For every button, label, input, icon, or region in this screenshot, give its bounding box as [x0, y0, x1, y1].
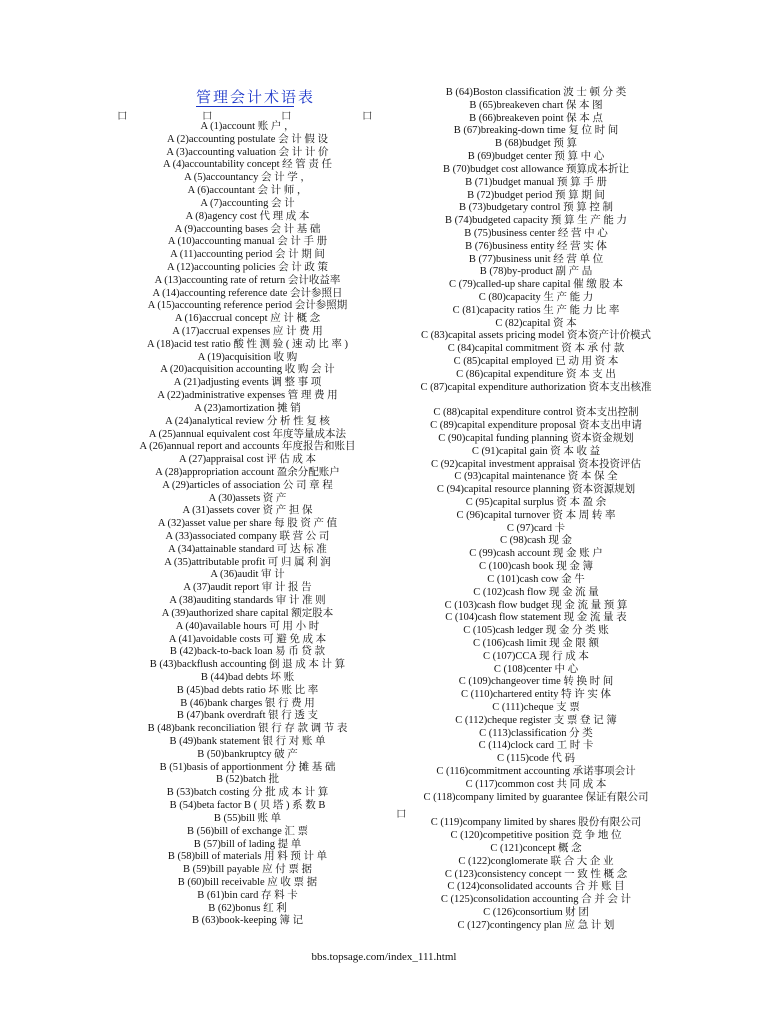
glossary-left-column: [120, 121, 375, 928]
glossary-entry: [420, 241, 652, 254]
glossary-entry-text: B (77)business unit 经 营 单 位: [468, 253, 604, 265]
glossary-entry: [420, 587, 652, 600]
glossary-entry-text: A (36)audit 审 计: [210, 569, 285, 581]
glossary-entry: [420, 894, 652, 907]
glossary-entry: [420, 715, 652, 728]
glossary-entry-text: A (31)assets cover 资 产 担 保: [182, 505, 313, 517]
glossary-entry-text: B (76)business entity 经 营 实 体: [465, 240, 607, 252]
glossary-entry: [420, 279, 652, 292]
glossary-entry-text: C (124)consolidated accounts 合 并 账 目: [447, 881, 625, 893]
glossary-entry-text: B (52)batch 批: [216, 774, 279, 786]
glossary-entry-text: B (55)bill 账 单: [213, 812, 282, 824]
glossary-entry-text: B (78)by-product 副 产 品: [479, 266, 593, 278]
glossary-entry-text: C (113)classification 分 类: [479, 727, 593, 739]
glossary-entry: [120, 416, 375, 429]
glossary-entry: [120, 518, 375, 531]
glossary-entry-text: A (8)agency cost 代 理 成 本: [185, 210, 310, 222]
glossary-entry: [120, 288, 375, 301]
glossary-entry: [120, 569, 375, 582]
glossary-entry: [120, 300, 375, 313]
glossary-entry-text: A (11)accounting period 会 计 期 间: [170, 249, 325, 261]
glossary-entry-text: C (82)capital 资 本: [495, 317, 577, 329]
glossary-entry-text: C (120)competitive position 竞 争 地 位: [450, 830, 622, 842]
glossary-entry-text: A (2)accounting postulate 会 计 假 设: [167, 133, 328, 145]
glossary-entry: [420, 535, 652, 548]
footer-url[interactable]: bbs.topsage.com/index_111.html: [311, 951, 457, 963]
glossary-entry: [420, 459, 652, 472]
glossary-entry-text: B (67)breaking-down time 复 位 时 间: [453, 125, 619, 137]
glossary-entry: [420, 305, 652, 318]
glossary-entry: [420, 702, 652, 715]
glossary-entry: [120, 634, 375, 647]
glossary-entry: [420, 497, 652, 510]
glossary-entry-text: A (41)avoidable costs 可 避 免 成 本: [168, 633, 327, 645]
glossary-entry: [120, 339, 375, 352]
glossary-entry-text: B (56)bill of exchange 汇 票: [186, 825, 308, 837]
glossary-entry-text: C (115)code 代 码: [496, 753, 576, 765]
glossary-entry-text: B (48)bank reconciliation 银 行 存 款 调 节 表: [147, 723, 348, 735]
glossary-entry-text: A (25)annual equivalent cost 年度等量成本法: [148, 428, 347, 440]
glossary-entry: [420, 138, 652, 151]
glossary-entry-text: B (63)book-keeping 簿 记: [191, 915, 304, 927]
glossary-entry: [120, 262, 375, 275]
glossary-entry: [420, 484, 652, 497]
glossary-entry: [420, 779, 652, 792]
glossary-entry-text: B (53)batch costing 分 批 成 本 计 算: [166, 787, 329, 799]
glossary-entry: [420, 740, 652, 753]
glossary-entry: [120, 185, 375, 198]
glossary-entry: [120, 224, 375, 237]
glossary-entry: [420, 100, 652, 113]
glossary-entry-text: B (65)breakeven chart 保 本 图: [469, 99, 603, 111]
glossary-entry-text: A (17)accrual expenses 应 计 费 用: [172, 326, 323, 337]
glossary-entry-text: C (118)company limited by guarantee 保证有限公司: [423, 791, 649, 803]
glossary-entry: [420, 266, 652, 279]
glossary-entry: [420, 510, 652, 523]
glossary-entry: [420, 728, 652, 741]
glossary-entry: [420, 817, 652, 830]
glossary-entry: [120, 787, 375, 800]
glossary-entry-text: C (104)cash flow statement 现 金 流 量 表: [445, 612, 627, 624]
glossary-entry: [420, 330, 652, 343]
glossary-entry: [120, 915, 375, 928]
glossary-entry: [120, 275, 375, 288]
glossary-right-column: [420, 87, 652, 933]
glossary-entry-text: B (45)bad debts ratio 坏 账 比 率: [176, 684, 319, 696]
glossary-entry: [420, 177, 652, 190]
glossary-entry: [120, 762, 375, 775]
glossary-entry-text: A (30)assets 资 产: [208, 492, 287, 504]
glossary-entry-text: C (127)contingency plan 应 急 计 划: [457, 919, 615, 931]
glossary-entry-text: C (100)cash book 现 金 簿: [478, 561, 594, 573]
glossary-entry: [120, 774, 375, 787]
glossary-entry-text: B (46)bank charges 银 行 费 用: [180, 697, 315, 709]
glossary-entry: [120, 544, 375, 557]
glossary-entry-text: A (35)attributable profit 可 归 属 利 润: [164, 556, 331, 568]
glossary-entry: [420, 830, 652, 843]
glossary-entry-text: B (66)breakeven point 保 本 点: [469, 112, 603, 124]
glossary-entry-text: B (47)bank overdraft 银 行 透 支: [176, 710, 319, 722]
glossary-entry-text: C (101)cash cow 金 牛: [487, 573, 585, 585]
glossary-entry-text: C (111)cheque 支 票: [492, 702, 580, 713]
glossary-entry-text: A (12)accounting policies 会 计 政 策: [167, 261, 328, 273]
glossary-entry-text: C (116)commitment accounting 承诺事项会计: [436, 766, 636, 778]
glossary-entry: [420, 356, 652, 369]
glossary-entry-text: C (95)capital surplus 资 本 盈 余: [465, 497, 607, 508]
glossary-entry-text: B (64)Boston classification 波 士 顿 分 类: [445, 87, 627, 98]
stray-glyph: 口: [362, 111, 373, 122]
stray-glyph: 口: [281, 111, 292, 122]
glossary-entry-text: B (62)bonus 红 利: [208, 902, 287, 914]
glossary-entry: [120, 903, 375, 916]
glossary-entry: [120, 531, 375, 544]
glossary-entry: [120, 621, 375, 634]
glossary-entry-text: C (110)chartered entity 特 许 实 体: [460, 689, 612, 701]
glossary-entry-text: B (44)bad debts 坏 账: [200, 671, 295, 683]
glossary-entry: [420, 202, 652, 215]
glossary-entry: [420, 471, 652, 484]
glossary-entry: [420, 395, 652, 408]
glossary-entry-text: A (40)available hours 可 用 小 时: [175, 620, 320, 632]
glossary-entry: [120, 749, 375, 762]
glossary-entry-text: C (85)capital employed 已 动 用 资 本: [453, 356, 619, 368]
glossary-entry: [420, 612, 652, 625]
glossary-entry-text: C (86)capital expenditure 资 本 支 出: [456, 368, 616, 380]
glossary-entry-text: C (90)capital funding planning 资本资金规划: [438, 432, 634, 444]
glossary-entry-text: C (79)called-up share capital 催 缴 股 本: [448, 279, 624, 291]
glossary-entry-text: B (73)budgetary control 预 算 控 制: [459, 202, 613, 214]
glossary-entry-text: C (105)cash ledger 现 金 分 类 账: [463, 625, 609, 637]
glossary-entry: [120, 390, 375, 403]
glossary-entry-text: B (68)budget 预 算: [495, 138, 577, 150]
glossary-entry: [120, 839, 375, 852]
glossary-entry-text: A (3)accounting valuation 会 计 计 价: [166, 146, 329, 158]
glossary-entry-text: B (61)bin card 存 料 卡: [197, 889, 298, 901]
glossary-entry: [420, 87, 652, 100]
glossary-entry-text: A (20)acquisition accounting 收 购 会 计: [160, 364, 335, 376]
glossary-entry: [120, 557, 375, 570]
glossary-entry: [120, 723, 375, 736]
glossary-entry-text: B (74)budgeted capacity 预 算 生 产 能 力: [445, 215, 627, 227]
glossary-entry: [420, 907, 652, 920]
glossary-entry: [420, 254, 652, 267]
glossary-entry-text: C (94)capital resource planning 资本资源规划: [436, 484, 636, 496]
glossary-entry: [120, 698, 375, 711]
glossary-entry-text: A (15)accounting reference period 会计参照期: [147, 300, 348, 312]
glossary-entry: [420, 446, 652, 459]
glossary-entry: [420, 318, 652, 331]
glossary-entry: [120, 659, 375, 672]
glossary-entry: [120, 685, 375, 698]
glossary-entry: [420, 766, 652, 779]
glossary-entry: [420, 805, 652, 818]
glossary-entry: [420, 407, 652, 420]
glossary-entry-text: A (16)accrual concept 应 计 概 念: [174, 313, 321, 325]
glossary-entry-text: B (75)business center 经 营 中 心: [464, 227, 608, 239]
glossary-entry: [420, 869, 652, 882]
glossary-entry: [420, 792, 652, 805]
glossary-entry-text: C (119)company limited by shares 股份有限公司: [430, 817, 642, 829]
glossary-entry-text: C (87)capital expenditure authorization 资本支出核准: [420, 381, 652, 393]
glossary-entry: [420, 689, 652, 702]
glossary-entry-text: A (26)annual report and accounts 年度报告和账目: [139, 441, 356, 453]
glossary-entry-text: A (13)accounting rate of return 会计收益率: [154, 274, 341, 286]
glossary-entry-text: A (34)attainable standard 可 达 标 准: [168, 543, 327, 555]
glossary-entry-text: C (84)capital commitment 资 本 承 付 款: [447, 343, 625, 355]
glossary-entry-text: A (29)articles of association 公 司 章 程: [162, 479, 333, 491]
glossary-entry-text: B (58)bill of materials 用 料 预 计 单: [167, 851, 328, 863]
glossary-entry: [420, 382, 652, 395]
glossary-entry-text: C (96)capital turnover 资 本 周 转 率: [456, 509, 616, 521]
glossary-entry: [120, 121, 375, 134]
glossary-entry: [120, 134, 375, 147]
glossary-entry-text: C (91)capital gain 资 本 收 益: [471, 445, 601, 457]
glossary-entry-text: B (71)budget manual 预 算 手 册: [465, 176, 607, 188]
glossary-entry-text: A (9)accounting bases 会 计 基 础: [174, 223, 321, 235]
glossary-entry-text: C (106)cash limit 现 金 限 额: [473, 637, 599, 649]
glossary-entry-text: B (54)beta factor B ( 贝 塔 ) 系 数 B: [169, 800, 326, 812]
glossary-entry: [120, 313, 375, 326]
glossary-entry-text: B (57)bill of lading 提 单: [193, 838, 302, 850]
glossary-entry-text: C (99)cash account 现 金 账 户: [469, 548, 603, 560]
glossary-entry-text: A (21)adjusting events 调 整 事 项: [173, 377, 322, 389]
glossary-entry: [120, 147, 375, 160]
glossary-entry: [420, 920, 652, 933]
glossary-entry: [420, 664, 652, 677]
glossary-entry: [120, 672, 375, 685]
glossary-entry: [420, 574, 652, 587]
glossary-entry-text: C (97)card 卡: [506, 522, 566, 534]
glossary-entry: [420, 600, 652, 613]
glossary-entry: [120, 249, 375, 262]
glossary-entry-text: A (5)accountancy 会 计 学 ，: [184, 172, 311, 184]
glossary-entry: [120, 429, 375, 442]
glossary-entry: [120, 377, 375, 390]
glossary-entry: [420, 125, 652, 138]
glossary-entry-text: B (49)bank statement 银 行 对 账 单: [169, 736, 326, 747]
glossary-entry: [120, 864, 375, 877]
glossary-entry-text: B (42)back-to-back loan 易 币 贷 款: [169, 646, 326, 658]
glossary-entry: [420, 369, 652, 382]
glossary-entry: [120, 493, 375, 506]
glossary-entry-text: C (125)consolidation accounting 合 并 会 计: [440, 894, 632, 906]
glossary-entry: [120, 441, 375, 454]
glossary-entry-text: A (19)acquisition 收 购: [197, 351, 298, 363]
glossary-entry: [120, 608, 375, 621]
glossary-entry: [120, 646, 375, 659]
glossary-entry: [420, 676, 652, 689]
glossary-entry: [120, 595, 375, 608]
glossary-entry: [120, 710, 375, 723]
glossary-entry-text: B (43)backflush accounting 倒 退 成 本 计 算: [149, 659, 346, 671]
glossary-entry: [120, 467, 375, 480]
glossary-entry: [420, 625, 652, 638]
glossary-entry: [120, 736, 375, 749]
glossary-entry-text: A (10)accounting manual 会 计 手 册: [167, 236, 328, 248]
glossary-entry-text: C (93)capital maintenance 资 本 保 全: [454, 471, 618, 483]
glossary-entry-text: A (37)audit report 审 计 报 告: [183, 582, 312, 594]
glossary-entry-text: B (50)bankruptcy 破 产: [197, 748, 298, 760]
glossary-entry: [420, 420, 652, 433]
glossary-entry-text: C (92)capital investment appraisal 资本投资评估: [431, 458, 641, 470]
glossary-entry-text: A (1)account 账 户 ，: [200, 121, 295, 132]
glossary-entry: [420, 292, 652, 305]
glossary-entry-text: C (103)cash flow budget 现 金 流 量 预 算: [444, 599, 628, 611]
glossary-entry: [420, 151, 652, 164]
glossary-entry-text: B (70)budget cost allowance 预算成本折让: [442, 163, 630, 175]
glossary-entry: [420, 190, 652, 203]
glossary-entry: [420, 561, 652, 574]
glossary-entry: [120, 236, 375, 249]
glossary-entry: [120, 403, 375, 416]
glossary-entry-text: B (51)basis of apportionment 分 摊 基 础: [159, 761, 336, 773]
glossary-entry-text: A (4)accountability concept 经 管 责 任: [162, 159, 333, 171]
glossary-entry-text: A (32)asset value per share 每 股 资 产 值: [157, 518, 338, 530]
glossary-entry: [120, 172, 375, 185]
glossary-entry: [120, 800, 375, 813]
glossary-entry: [120, 352, 375, 365]
glossary-entry: [120, 480, 375, 493]
glossary-entry-text: C (88)capital expenditure control 资本支出控制: [433, 407, 639, 419]
glossary-entry: [120, 813, 375, 826]
glossary-entry: [120, 198, 375, 211]
glossary-entry-text: C (114)clock card 工 时 卡: [478, 740, 594, 752]
glossary-entry: [420, 651, 652, 664]
glossary-entry-text: C (108)center 中 心: [493, 663, 579, 675]
glossary-entry-text: B (59)bill payable 应 付 票 据: [183, 864, 312, 876]
glossary-entry-text: A (22)administrative expenses 管 理 费 用: [157, 390, 338, 402]
glossary-entry-text: C (109)changeover time 转 换 时 间: [458, 676, 614, 688]
glossary-entry: [120, 211, 375, 224]
glossary-entry-text: C (98)cash 现 金: [499, 535, 573, 547]
glossary-entry-text: C (102)cash flow 现 金 流 量: [473, 586, 599, 598]
glossary-entry-text: C (81)capacity ratios 生 产 能 力 比 率: [452, 304, 620, 316]
glossary-entry: [420, 843, 652, 856]
glossary-entry-text: A (38)auditing standards 审 计 准 则: [169, 595, 326, 607]
glossary-entry: [420, 343, 652, 356]
stray-glyph: 口: [202, 111, 213, 122]
glossary-entry: [420, 164, 652, 177]
glossary-entry-text: A (27)appraisal cost 评 估 成 本: [178, 454, 317, 466]
glossary-entry: [420, 856, 652, 869]
glossary-entry-text: C (117)common cost 共 同 成 本: [465, 778, 607, 790]
glossary-entry: [420, 433, 652, 446]
glossary-entry: [420, 215, 652, 228]
page-title[interactable]: 管理会计术语表: [196, 88, 316, 106]
glossary-entry: [420, 228, 652, 241]
glossary-entry-text: A (28)appropriation account 盈余分配账户: [155, 466, 340, 478]
glossary-entry: [120, 890, 375, 903]
glossary-entry-text: A (7)accounting 会 计: [200, 197, 295, 209]
glossary-entry: [120, 326, 375, 339]
glossary-entry-text: C (83)capital assets pricing model 资本资产计价模式: [420, 330, 652, 342]
glossary-entry-text: A (6)accountant 会 计 师 ，: [187, 185, 308, 197]
glossary-entry: [120, 826, 375, 839]
glossary-entry: [420, 523, 652, 536]
glossary-entry: [420, 881, 652, 894]
glossary-entry-text: A (14)accounting reference date 会计参照日: [152, 287, 343, 299]
glossary-entry-text: C (89)capital expenditure proposal 资本支出申请: [430, 420, 642, 432]
glossary-entry: [120, 454, 375, 467]
glossary-entry-text: A (33)associated company 联 营 公 司: [165, 531, 330, 542]
glossary-entry: [420, 113, 652, 126]
glossary-entry-text: C (80)capacity 生 产 能 力: [478, 292, 594, 303]
glossary-entry-text: C (126)consortium 财 团: [483, 907, 589, 918]
glossary-entry: [120, 505, 375, 518]
glossary-entry: [120, 364, 375, 377]
glossary-entry: [120, 582, 375, 595]
stray-glyph: 口: [117, 111, 128, 122]
glossary-entry-text: A (24)analytical review 分 析 性 复 核: [165, 415, 330, 427]
glossary-entry: [420, 753, 652, 766]
glossary-entry-text: C (112)cheque register 支 票 登 记 簿: [455, 714, 617, 726]
glossary-entry-text: B (60)bill receivable 应 收 票 据: [177, 876, 318, 888]
glossary-entry-text: C (122)conglomerate 联 合 大 企 业: [458, 855, 614, 867]
glossary-entry: [120, 159, 375, 172]
glossary-entry: [420, 638, 652, 651]
glossary-entry-text: C (121)concept 概 念: [490, 842, 582, 854]
glossary-entry-text: C (123)consistency concept 一 致 性 概 念: [444, 868, 628, 880]
glossary-entry-text: A (39)authorized share capital 额定股本: [161, 607, 334, 619]
glossary-entry: [120, 877, 375, 890]
glossary-entry: [420, 548, 652, 561]
glossary-entry-text: B (69)budget center 预 算 中 心: [467, 151, 605, 163]
stray-glyph: 口: [396, 809, 407, 820]
glossary-entry-text: B (72)budget period 预 算 期 间: [467, 189, 605, 201]
glossary-entry-text: A (18)acid test ratio 酸 性 测 验 ( 速 动 比 率 ): [147, 338, 348, 350]
glossary-entry-text: A (23)amortization 摊 销: [194, 402, 301, 414]
glossary-entry-text: C (107)CCA 现 行 成 本: [483, 650, 589, 662]
glossary-entry: [120, 851, 375, 864]
